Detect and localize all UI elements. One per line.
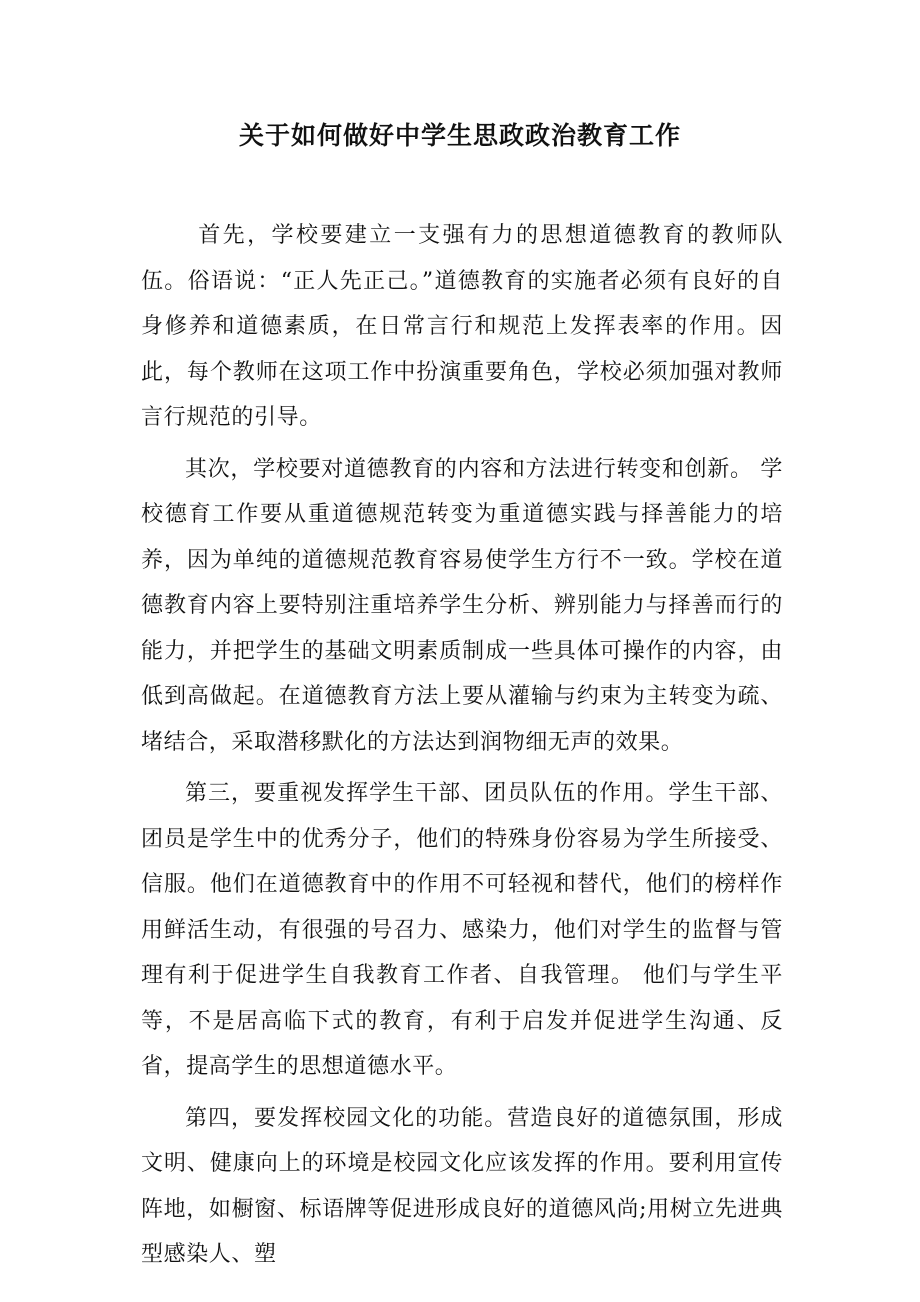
document-title: 关于如何做好中学生思政政治教育工作 [238, 121, 681, 150]
document-body [141, 213, 783, 1284]
paragraph-4: 第四，要发挥校园文化的功能。营造良好的道德氛围，形成文明、健康向上的环境是校园文化应该发挥的作用。要利用宣传阵地，如橱窗、标语牌等促进形成良好的道德风尚;用树立先进典型感染人、塑 [141, 1105, 783, 1267]
paragraph-3: 第三，要重视发挥学生干部、团员队伍的作用。学生干部、团员是学生中的优秀分子，他们的特殊身份容易为学生所接受、信服。他们在道德教育中的作用不可轻视和替代，他们的榜样作用鲜活生动，有很强的号召力、感染力，他们对学生的监督与管理有利于促进学生自我教育工作者、自我管理。 他们与学生平等，不是居高临下式的教育，有利于启发并促进学生沟通、反省，提高学生的思想道德水平。 [141, 781, 783, 1079]
paragraph-2: 其次，学校要对道德教育的内容和方法进行转变和创新。 学校德育工作要从重道德规范转变为重道德实践与择善能力的培养，因为单纯的道德规范教育容易使学生方行不一致。学校在道德教育内容上要特别注重培养学生分析、辨别能力与择善而行的能力，并把学生的基础文明素质制成一些具体可操作的内容，由低到高做起。在道德教育方法上要从灌输与约束为主转变为疏、堵结合，采取潜移默化的方法达到润物细无声的效果。 [141, 456, 783, 755]
paragraph-1: 首先，学校要建立一支强有力的思想道德教育的教师队伍。俗语说：“正人先正己。”道德教育的实施者必须有良好的自身修养和道德素质，在日常言行和规范上发挥表率的作用。因此，每个教师在这项工作中扮演重要角色，学校必须加强对教师言行规范的引导。 [141, 223, 783, 430]
